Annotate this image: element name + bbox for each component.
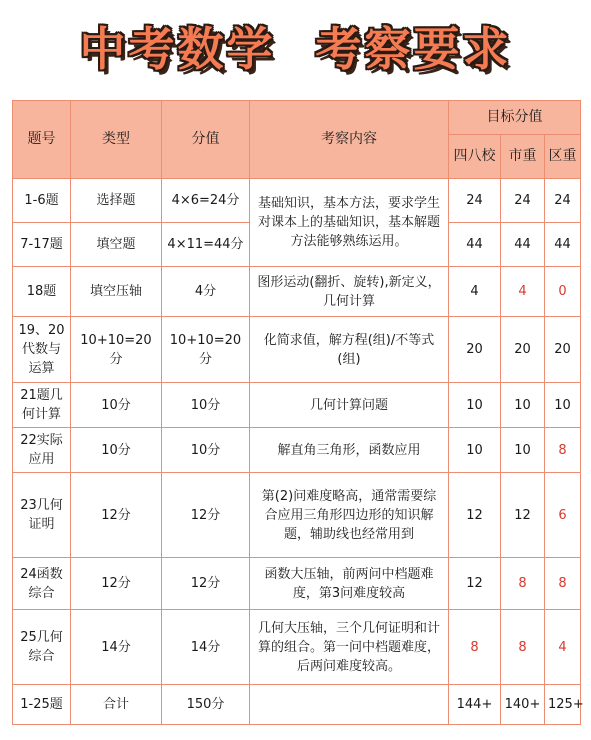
cell-target-c: 8 [545, 428, 581, 473]
cell-target-a: 12 [449, 473, 501, 558]
cell-type: 12分 [71, 473, 162, 558]
cell-content: 图形运动(翻折、旋转),新定义，几何计算 [250, 267, 449, 317]
header-sub-quzhong: 区重 [545, 135, 581, 179]
cell-target-b: 8 [501, 610, 545, 685]
cell-content [250, 685, 449, 725]
exam-requirements-table [12, 100, 584, 725]
cell-score: 4分 [162, 267, 250, 317]
cell-num: 21题几何计算 [13, 383, 71, 428]
cell-score: 12分 [162, 473, 250, 558]
cell-target-a: 12 [449, 558, 501, 610]
cell-target-a: 4 [449, 267, 501, 317]
cell-num: 7-17题 [13, 223, 71, 267]
cell-score: 4×6=24分 [162, 179, 250, 223]
cell-target-b: 8 [501, 558, 545, 610]
cell-target-a: 24 [449, 179, 501, 223]
cell-target-b: 12 [501, 473, 545, 558]
cell-target-b: 24 [501, 179, 545, 223]
cell-target-a: 10 [449, 428, 501, 473]
title-part2: 考察要求 [315, 22, 512, 76]
cell-num: 18题 [13, 267, 71, 317]
cell-target-b: 44 [501, 223, 545, 267]
cell-target-c: 10 [545, 383, 581, 428]
cell-type: 填空压轴 [71, 267, 162, 317]
cell-target-b: 4 [501, 267, 545, 317]
cell-target-c: 4 [545, 610, 581, 685]
cell-type: 填空题 [71, 223, 162, 267]
cell-type: 12分 [71, 558, 162, 610]
cell-type: 10分 [71, 383, 162, 428]
cell-target-a: 20 [449, 317, 501, 383]
cell-num: 22实际应用 [13, 428, 71, 473]
cell-content: 几何大压轴，三个几何证明和计算的组合。第一问中档题难度，后两问难度较高。 [250, 610, 449, 685]
cell-target-c: 44 [545, 223, 581, 267]
cell-type: 14分 [71, 610, 162, 685]
table-row [13, 558, 581, 610]
cell-content: 第(2)问难度略高，通常需要综合应用三角形四边形的知识解题，辅助线也经常用到 [250, 473, 449, 558]
page-title [0, 0, 591, 92]
cell-score: 12分 [162, 558, 250, 610]
cell-num: 1-25题 [13, 685, 71, 725]
cell-content: 基础知识，基本方法，要求学生对课本上的基础知识，基本解题方法能够熟练运用。 [250, 179, 449, 267]
table-row [13, 383, 581, 428]
cell-num: 24函数综合 [13, 558, 71, 610]
cell-num: 25几何综合 [13, 610, 71, 685]
cell-target-c: 24 [545, 179, 581, 223]
cell-target-a: 44 [449, 223, 501, 267]
cell-content: 解直角三角形，函数应用 [250, 428, 449, 473]
header-score: 分值 [162, 101, 250, 179]
cell-target-b: 140+ [501, 685, 545, 725]
cell-content: 化简求值，解方程(组)/不等式(组) [250, 317, 449, 383]
title-part1: 中考数学 [79, 22, 276, 76]
cell-score: 10+10=20分 [162, 317, 250, 383]
header-num: 题号 [13, 101, 71, 179]
table-row [13, 610, 581, 685]
header-sub-shizhong: 市重 [501, 135, 545, 179]
cell-num: 23几何证明 [13, 473, 71, 558]
cell-score: 14分 [162, 610, 250, 685]
table-row-total [13, 685, 581, 725]
cell-score: 10分 [162, 428, 250, 473]
header-sub-siba: 四八校 [449, 135, 501, 179]
table-row [13, 428, 581, 473]
cell-type: 合计 [71, 685, 162, 725]
cell-score: 10分 [162, 383, 250, 428]
cell-target-b: 10 [501, 428, 545, 473]
table-row [13, 473, 581, 558]
cell-target-c: 125+ [545, 685, 581, 725]
cell-target-a: 144+ [449, 685, 501, 725]
cell-content: 几何计算问题 [250, 383, 449, 428]
header-type: 类型 [71, 101, 162, 179]
cell-target-b: 20 [501, 317, 545, 383]
cell-target-a: 8 [449, 610, 501, 685]
cell-type: 10分 [71, 428, 162, 473]
table-row [13, 267, 581, 317]
table-row [13, 317, 581, 383]
header-target: 目标分值 [449, 101, 581, 135]
table-row [13, 179, 581, 223]
cell-target-c: 6 [545, 473, 581, 558]
cell-content: 函数大压轴，前两问中档题难度，第3问难度较高 [250, 558, 449, 610]
cell-target-c: 8 [545, 558, 581, 610]
cell-target-c: 20 [545, 317, 581, 383]
cell-type: 10+10=20分 [71, 317, 162, 383]
header-content: 考察内容 [250, 101, 449, 179]
cell-target-c: 0 [545, 267, 581, 317]
cell-target-a: 10 [449, 383, 501, 428]
cell-target-b: 10 [501, 383, 545, 428]
cell-num: 19、20代数与运算 [13, 317, 71, 383]
cell-num: 1-6题 [13, 179, 71, 223]
cell-score: 4×11=44分 [162, 223, 250, 267]
cell-type: 选择题 [71, 179, 162, 223]
cell-score: 150分 [162, 685, 250, 725]
